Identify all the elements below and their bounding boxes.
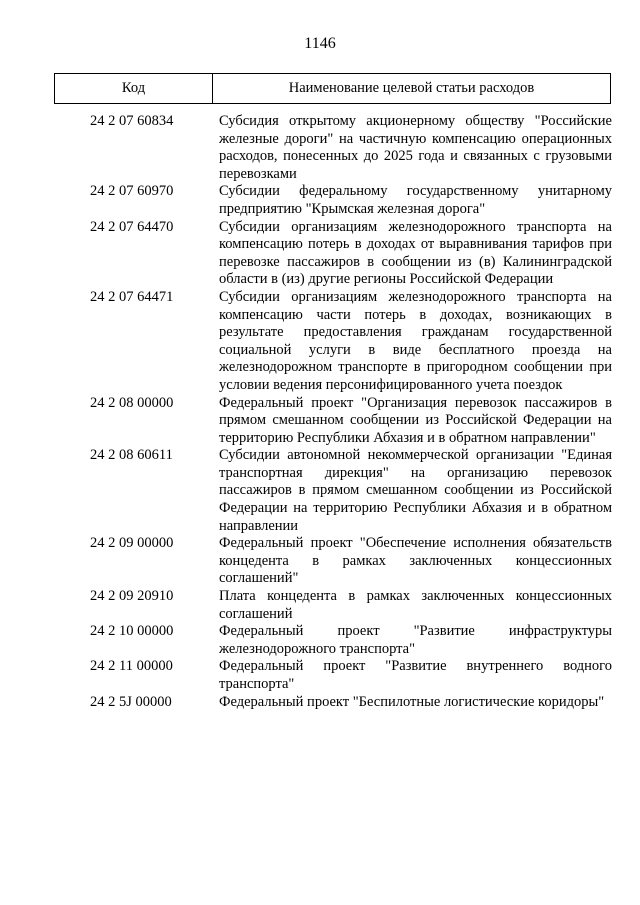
row-code: 24 2 08 60611 <box>90 447 173 464</box>
row-code: 24 2 07 60970 <box>90 183 174 200</box>
table-row <box>54 658 614 693</box>
table-row <box>54 289 614 395</box>
row-code: 24 2 09 00000 <box>90 535 174 552</box>
row-code: 24 2 09 20910 <box>90 588 174 605</box>
row-name: Субсидии организациям железнодорожного транспорта на компенсацию части потерь в доходах, возникающих в результате предоставления гражданам государственной социальной услуги в виде бесплатного проезда на железнодорожном транспорте в пригородном сообщении при условии ведения персонифицированного учета поездок <box>219 288 612 393</box>
row-name: Федеральный проект "Организация перевозок пассажиров в прямом смешанном сообщении из Российской Федерации на территорию Республики Абхазия и в обратном направлении" <box>219 394 612 446</box>
row-name: Субсидии организациям железнодорожного транспорта на компенсацию потерь в доходах от выравнивания тарифов при перевозке пассажиров в сообщении из (в) Калининградской области в (из) другие регионы Российской Федерации <box>219 218 612 288</box>
budget-code-list <box>54 113 614 711</box>
row-code: 24 2 10 00000 <box>90 623 174 640</box>
row-name: Федеральный проект "Развитие внутреннего водного транспорта" <box>219 658 612 692</box>
table-row <box>54 183 614 218</box>
row-name: Субсидии федеральному государственному унитарному предприятию "Крымская железная дорога" <box>219 183 612 217</box>
row-code: 24 2 5J 00000 <box>90 693 172 710</box>
table-row <box>54 535 614 588</box>
row-code: 24 2 08 00000 <box>90 394 174 411</box>
table-row <box>54 447 614 535</box>
table-row <box>54 395 614 448</box>
header-name-label: Наименование целевой статьи расходов <box>288 80 535 96</box>
table-row <box>54 588 614 623</box>
row-name: Субсидия открытому акционерному обществу "Российские железные дороги" на частичную компенсацию операционных расходов, понесенных до 2025 года и связанных с грузовыми перевозками <box>219 113 612 182</box>
table-row <box>54 623 614 658</box>
row-name: Субсидии автономной некоммерческой организации "Единая транспортная дирекция" на организацию перевозок пассажиров в прямом смешанном сообщении из Российской Федерации на территорию Республики Абхазия и в обратном направлении <box>219 447 612 534</box>
header-code-label: Код <box>55 74 213 103</box>
table-row <box>54 694 614 712</box>
row-code: 24 2 07 64470 <box>90 218 174 235</box>
row-code: 24 2 11 00000 <box>90 658 173 675</box>
row-code: 24 2 07 64471 <box>90 288 174 305</box>
table-row <box>54 113 614 183</box>
row-code: 24 2 07 60834 <box>90 113 174 129</box>
table-header <box>54 73 611 104</box>
row-name: Федеральный проект "Беспилотные логистические коридоры" <box>219 693 605 710</box>
row-name: Плата концедента в рамках заключенных концессионных соглашений <box>219 588 612 622</box>
table-row <box>54 219 614 289</box>
row-name: Федеральный проект "Обеспечение исполнения обязательств концедента в рамках заключенных концессионных соглашений" <box>219 535 612 587</box>
page-number: 1146 <box>304 35 336 52</box>
row-name: Федеральный проект "Развитие инфраструктуры железнодорожного транспорта" <box>219 623 612 657</box>
